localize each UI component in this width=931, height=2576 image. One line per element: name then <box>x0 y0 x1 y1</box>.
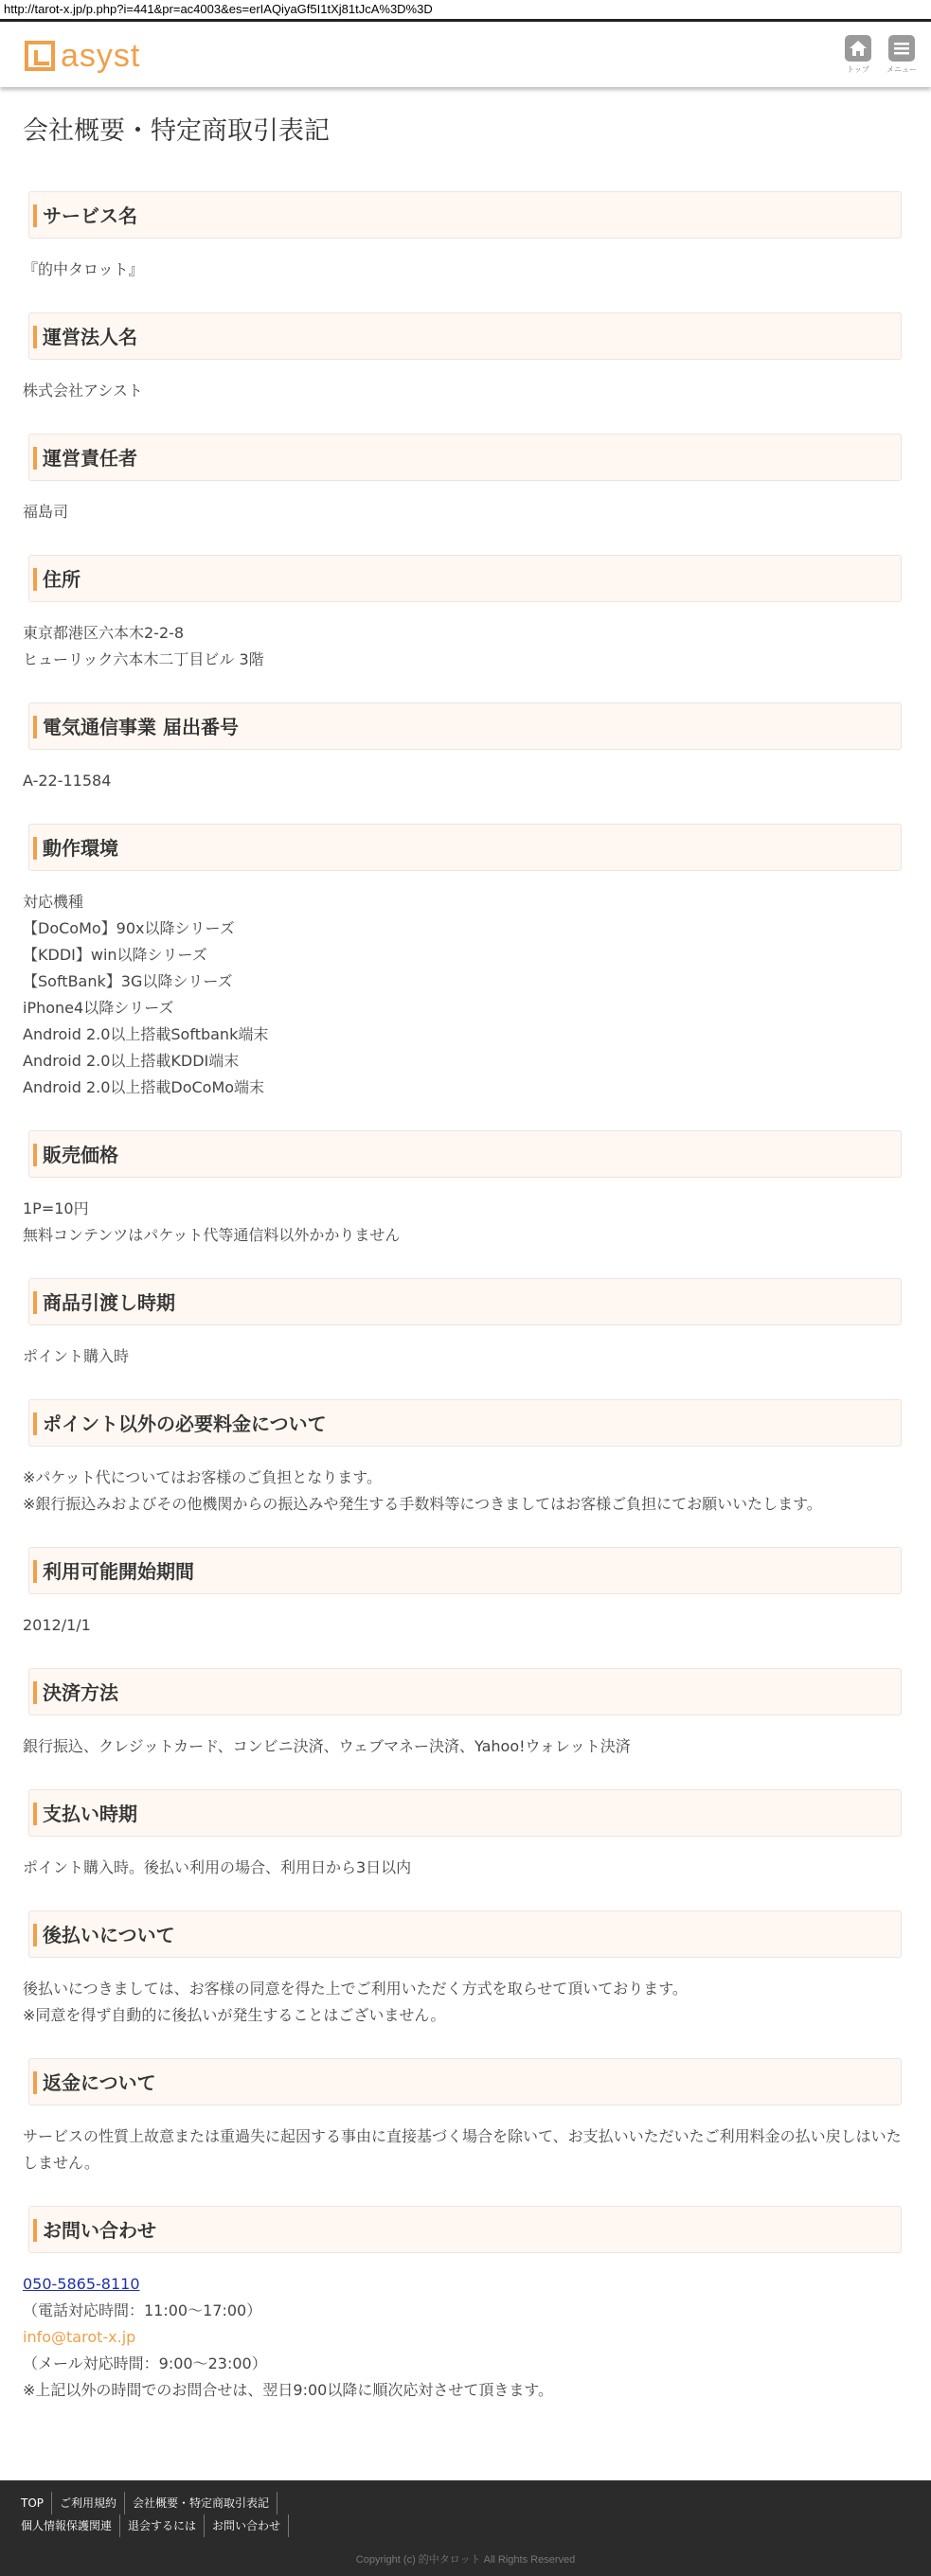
footer-link-unsubscribe[interactable]: 退会するには <box>120 2514 205 2537</box>
section-body-delivery: ポイント購入時 <box>23 1347 130 1365</box>
section-heading-delivery: 商品引渡し時期 <box>28 1278 902 1325</box>
menu-label: メニュー <box>886 65 917 74</box>
section-body-address: 東京都港区六本木2-2-8 ヒューリック六本木二丁目ビル 3階 <box>23 624 264 668</box>
section-body-start-period: 2012/1/1 <box>23 1616 91 1634</box>
section-body-registration: A-22-11584 <box>23 772 112 790</box>
section-body-payment-timing: ポイント購入時。後払い利用の場合、利用日から3日以内 <box>23 1858 412 1876</box>
section-body-price: 1P=10円 無料コンテンツはパケット代等通信料以外かかりません <box>23 1199 401 1244</box>
heading-accent <box>33 2219 37 2242</box>
heading-accent <box>33 1924 37 1946</box>
section-heading-other-fees: ポイント以外の必要料金について <box>28 1399 902 1447</box>
section-heading-manager: 運営責任者 <box>28 434 902 481</box>
contact-tel-link[interactable]: 050-5865-8110 <box>23 2275 140 2293</box>
section-body-environment: 対応機種 【DoCoMo】90x以降シリーズ 【KDDI】win以降シリーズ 【SoftBank】3G以降シリーズ iPhone4以降シリーズ Android 2.0以上搭載Softbank端末 Android 2.0以上搭載KDDI端末 Android 2.0以上搭載DoCoMo端末 <box>23 893 269 1096</box>
section-heading-start-period: 利用可能開始期間 <box>28 1547 902 1594</box>
menu-button[interactable] <box>881 35 922 77</box>
section-heading-payment-timing: 支払い時期 <box>28 1789 902 1837</box>
contact-email-hours: （メール対応時間：9:00〜23:00） <box>23 2354 267 2372</box>
heading-accent <box>33 2071 37 2094</box>
section-heading-payment-methods: 決済方法 <box>28 1668 902 1715</box>
contact-note: ※上記以外の時間でのお問合せは、翌日9:00以降に順次応対させて頂きます。 <box>23 2381 554 2399</box>
footer-link-company[interactable]: 会社概要・特定商取引表記 <box>125 2492 278 2514</box>
section-heading-refund: 返金について <box>28 2058 902 2105</box>
copyright: Copyright (c) 的中タロット All Rights Reserved <box>355 2554 576 2566</box>
section-heading-address: 住所 <box>28 555 902 602</box>
heading-accent <box>33 1144 37 1166</box>
home-button[interactable] <box>837 35 879 77</box>
section-heading-contact: お問い合わせ <box>28 2206 902 2253</box>
site-header <box>0 19 931 87</box>
heading-accent <box>33 1803 37 1825</box>
footer-links <box>21 2492 873 2537</box>
section-heading-price: 販売価格 <box>28 1130 902 1178</box>
home-label: トップ <box>847 65 869 74</box>
section-body-refund: サービスの性質上故意または重過失に起因する事由に直接基づく場合を除いて、お支払いいただいたご利用料金の払い戻しはいたしません。 <box>23 2127 902 2172</box>
footer-link-contact[interactable]: お問い合わせ <box>205 2514 289 2537</box>
heading-accent <box>33 1560 37 1583</box>
contact-email-link[interactable]: info@tarot-x.jp <box>23 2328 136 2346</box>
heading-accent <box>33 1412 37 1435</box>
heading-accent <box>33 447 37 470</box>
section-heading-service-name: サービス名 <box>28 191 902 239</box>
footer-link-terms[interactable]: ご利用規約 <box>52 2492 125 2514</box>
footer-link-privacy[interactable]: 個人情報保護関連 <box>21 2514 120 2537</box>
page-title: 会社概要・特定商取引表記 <box>23 116 330 146</box>
section-body-payment-methods: 銀行振込、クレジットカード、コンビニ決済、ウェブマネー決済、Yahoo!ウォレット決済 <box>23 1737 631 1755</box>
heading-accent <box>33 326 37 348</box>
browser-url[interactable]: http://tarot-x.jp/p.php?i=441&pr=ac4003&es=erIAQiyaGf5I1tXj81tJcA%3D%3D <box>0 0 931 19</box>
section-body-manager: 福島司 <box>23 503 69 521</box>
section-heading-registration: 電気通信事業 届出番号 <box>28 702 902 750</box>
logo-text: asyst <box>61 37 141 74</box>
logo-icon <box>25 41 55 71</box>
heading-accent <box>33 1681 37 1704</box>
heading-accent <box>33 837 37 860</box>
heading-accent <box>33 568 37 591</box>
section-heading-environment: 動作環境 <box>28 824 902 871</box>
section-body-service-name: 『的中タロット』 <box>23 260 144 278</box>
heading-accent <box>33 716 37 738</box>
menu-icon <box>888 35 915 62</box>
contact-tel-hours: （電話対応時間：11:00〜17:00） <box>23 2301 262 2319</box>
footer-link-top[interactable]: TOP <box>21 2492 52 2514</box>
section-body-contact <box>23 2271 913 2404</box>
heading-accent <box>33 1291 37 1314</box>
home-icon <box>845 35 871 62</box>
section-heading-company: 運営法人名 <box>28 312 902 360</box>
site-logo[interactable] <box>25 37 140 75</box>
section-body-other-fees: ※パケット代についてはお客様のご負担となります。 ※銀行振込みおよびその他機関からの振込みや発生する手数料等につきましてはお客様ご負担にてお願いいたします。 <box>23 1468 822 1513</box>
section-body-company: 株式会社アシスト <box>23 382 143 400</box>
site-footer <box>0 2480 931 2576</box>
section-heading-deferred-payment: 後払いについて <box>28 1910 902 1958</box>
section-body-deferred-payment: 後払いにつきましては、お客様の同意を得た上でご利用いただく方式を取らせて頂いております。 ※同意を得ず自動的に後払いが発生することはございません。 <box>23 1980 688 2024</box>
heading-accent <box>33 204 37 227</box>
